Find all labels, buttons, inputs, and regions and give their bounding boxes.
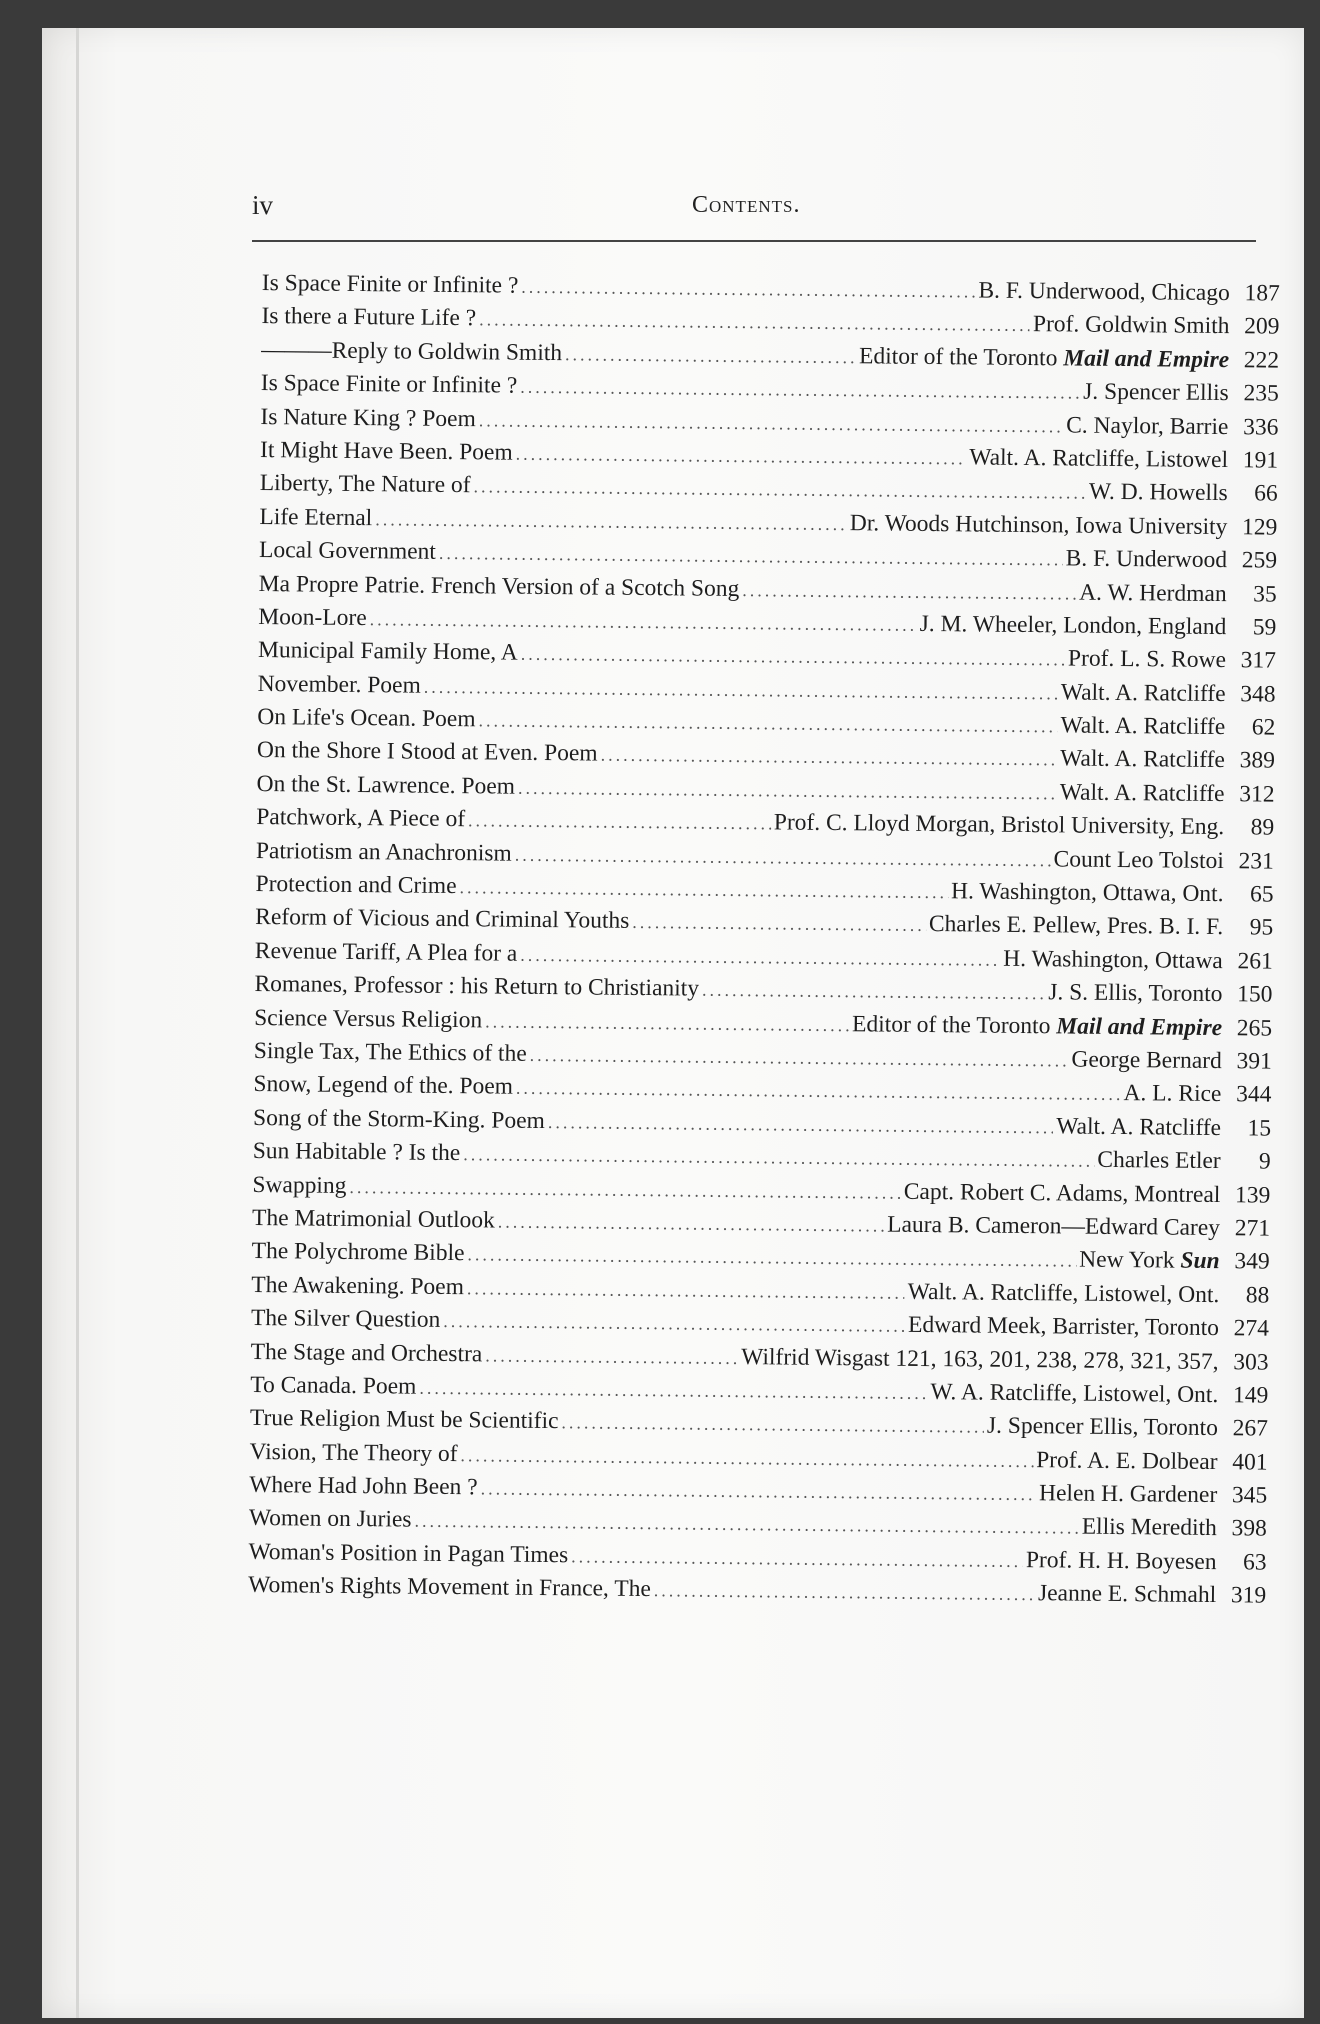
entry-page-number: 139 <box>1234 1181 1271 1209</box>
entry-page-number: 222 <box>1243 347 1280 374</box>
dot-leader <box>632 912 926 936</box>
entry-page-number: 15 <box>1247 1115 1272 1142</box>
dot-leader <box>520 945 1000 971</box>
entry-author-text: J. Spencer Ellis, Toronto <box>986 1412 1219 1442</box>
entry-author-text: Prof. Goldwin Smith <box>1032 311 1230 340</box>
entry-author <box>1097 1147 1221 1175</box>
entry-title: Snow, Legend of the. Poem <box>253 1071 514 1101</box>
entry-author-text: Count Leo Tolstoi <box>1053 845 1225 874</box>
page-number: iv <box>252 190 274 220</box>
dot-leader <box>467 1245 1076 1272</box>
entry-page-number: 336 <box>1243 413 1279 441</box>
header-rule <box>252 240 1256 242</box>
entry-author-text: Editor of the Toronto <box>858 343 1058 372</box>
dot-leader <box>654 1580 1035 1605</box>
dot-leader <box>460 1445 1033 1472</box>
dot-leader <box>515 844 1051 871</box>
entry-page-number: 9 <box>1258 1148 1271 1175</box>
entry-author-text: Ellis Meredith <box>1081 1514 1218 1542</box>
entry-page-number: 312 <box>1239 781 1275 808</box>
entry-page-number: 66 <box>1254 480 1278 507</box>
entry-author-text: Walt. A. Ratcliffe <box>1059 779 1225 807</box>
entry-author-text: Jeanne E. Schmahl <box>1037 1580 1217 1609</box>
dot-leader <box>498 1211 885 1236</box>
entry-title: The Polychrome Bible <box>251 1238 465 1267</box>
entry-page-number: 319 <box>1230 1582 1267 1609</box>
entry-author-text: Walt. A. Ratcliffe, Listowel, Ont. <box>907 1278 1220 1308</box>
entry-author-text: B. F. Underwood, Chicago <box>978 277 1230 307</box>
entry-page-number: 265 <box>1236 1014 1273 1042</box>
entry-title: Women on Juries <box>248 1505 412 1534</box>
entry-title: Municipal Family Home, A <box>257 637 518 666</box>
entry-author <box>1039 1480 1217 1509</box>
entry-page-number: 62 <box>1251 714 1276 741</box>
entry-title: Romanes, Professor : his Return to Christianity <box>254 971 700 1002</box>
entry-page-number: 150 <box>1237 981 1273 1008</box>
dot-leader <box>479 410 1064 437</box>
entry-author <box>850 510 1228 541</box>
entry-title: To Canada. Poem <box>250 1371 417 1400</box>
entry-publication: Mail and Empire <box>1063 345 1230 373</box>
entry-author-text: C. Naylor, Barrie <box>1066 411 1229 440</box>
dot-leader <box>516 1078 1121 1105</box>
entry-page-number: 259 <box>1241 547 1278 574</box>
entry-title: On the Shore I Stood at Even. Poem <box>256 737 598 768</box>
entry-author-text: Charles E. Pellew, Pres. B. I. F. <box>928 911 1224 941</box>
entry-page-number: 65 <box>1249 881 1274 908</box>
entry-page-number: 303 <box>1233 1348 1269 1376</box>
entry-title: Life Eternal <box>259 503 373 531</box>
entry-author-text: Laura B. Cameron—Edward Carey <box>887 1211 1221 1242</box>
dot-leader <box>479 310 1030 337</box>
entry-title: On Life's Ocean. Poem <box>257 704 476 733</box>
entry-author-text: George Bernard <box>1071 1046 1222 1075</box>
entry-page-number: 274 <box>1233 1315 1270 1342</box>
entry-author-text: Prof. C. Lloyd Morgan, Bristol University, Eng. <box>773 809 1225 841</box>
dot-leader <box>478 710 1057 737</box>
entry-author-text: H. Washington, Ottawa, Ont. <box>950 878 1224 908</box>
entry-author-text: Helen H. Gardener <box>1038 1480 1218 1509</box>
entry-title: On the St. Lawrence. Poem <box>256 770 516 800</box>
entry-title: Patchwork, A Piece of <box>256 804 466 833</box>
entry-page-number: 261 <box>1237 948 1273 975</box>
entry-author-text: Dr. Woods Hutchinson, Iowa University <box>849 509 1228 540</box>
entry-title: Song of the Storm-King. Poem <box>252 1104 546 1134</box>
entry-author <box>1038 1580 1216 1609</box>
entry-author-text: J. S. Ellis, Toronto <box>1048 979 1223 1008</box>
entry-author-text: Prof. H. H. Boyesen <box>1025 1546 1217 1575</box>
dot-leader <box>521 277 975 303</box>
dot-leader <box>463 1144 1094 1172</box>
entry-page-number: 89 <box>1250 814 1275 841</box>
entry-author <box>908 1312 1219 1342</box>
dot-leader <box>548 1112 1054 1138</box>
dot-leader <box>419 1378 927 1404</box>
dot-leader <box>468 810 771 834</box>
entry-author <box>930 1379 1218 1409</box>
entry-page-number: 231 <box>1238 847 1274 875</box>
entry-author <box>1048 979 1222 1008</box>
entry-title: Women's Rights Movement in France, The <box>248 1572 651 1603</box>
dot-leader <box>561 1412 984 1437</box>
entry-publication: Mail and Empire <box>1056 1012 1223 1041</box>
entry-author <box>1026 1547 1217 1576</box>
entry-publication: Sun <box>1180 1248 1220 1275</box>
dot-leader <box>521 644 1065 671</box>
entry-title: Woman's Position in Pagan Times <box>248 1538 569 1569</box>
entry-author-text: Wilfrid Wisgast 121, 163, 201, 238, 278, 321, 357, <box>741 1343 1219 1375</box>
dot-leader <box>414 1511 1078 1539</box>
entry-author-text: A. W. Herdman <box>1079 579 1227 607</box>
contents-list <box>248 270 1280 1616</box>
entry-title: November. Poem <box>257 670 421 699</box>
dot-leader <box>565 344 856 368</box>
entry-author <box>1066 546 1228 575</box>
entry-title: Is Nature King ? Poem <box>260 403 476 432</box>
entry-author-text: Walt. A. Ratcliffe <box>1060 712 1226 741</box>
entry-author-text: Charles Etler <box>1097 1146 1221 1175</box>
page-title: Contents. <box>692 192 801 218</box>
entry-author <box>969 444 1228 474</box>
dot-leader <box>742 580 1076 604</box>
entry-title: Ma Propre Patrie. French Version of a Scotch Song <box>258 570 740 602</box>
entry-author <box>1068 646 1226 675</box>
entry-page-number: 389 <box>1239 747 1276 775</box>
entry-author <box>1083 379 1229 408</box>
entry-title: Patriotism an Anachronism <box>255 837 512 867</box>
entry-author-text: W. A. Ratcliffe, Listowel, Ont. <box>930 1378 1219 1408</box>
entry-author <box>887 1212 1220 1242</box>
entry-title: The Awakening. Poem <box>251 1271 465 1300</box>
entry-title: Liberty, The Nature of <box>259 470 471 499</box>
entry-page-number: 191 <box>1242 447 1279 474</box>
entry-page-number: 88 <box>1245 1282 1270 1309</box>
entry-title: Moon-Lore <box>258 603 367 632</box>
entry-title: It Might Have Been. Poem <box>259 436 513 466</box>
dot-leader <box>702 980 1045 1005</box>
entry-title: ———Reply to Goldwin Smith <box>261 336 563 366</box>
entry-author <box>741 1344 1219 1376</box>
entry-page-number: 344 <box>1236 1081 1272 1108</box>
dot-leader <box>571 1546 1023 1572</box>
entry-author-text: A. L. Rice <box>1123 1080 1222 1108</box>
dot-leader <box>349 1177 901 1204</box>
entry-page-number: 63 <box>1242 1549 1267 1576</box>
entry-title: True Religion Must be Scientific <box>249 1405 559 1435</box>
entry-page-number: 235 <box>1243 380 1279 407</box>
entry-author <box>852 1011 1222 1042</box>
entry-author-text: B. F. Underwood <box>1065 545 1228 574</box>
entry-author-text: J. Spencer Ellis <box>1083 378 1229 407</box>
entry-title: The Stage and Orchestra <box>250 1338 483 1367</box>
entry-author <box>1123 1080 1221 1108</box>
entry-page-number: 209 <box>1244 313 1280 341</box>
dot-leader <box>518 778 1057 805</box>
entry-page-number: 149 <box>1232 1382 1269 1409</box>
entry-author-text: Walt. A. Ratcliffe, Listowel <box>969 444 1229 474</box>
entry-title: Local Government <box>258 537 437 565</box>
entry-author <box>929 911 1224 941</box>
entry-author-text: W. D. Howells <box>1088 479 1228 507</box>
entry-title: Sun Habitable ? Is the <box>252 1138 461 1167</box>
entry-page-number: 271 <box>1234 1215 1271 1242</box>
entry-author-text: H. Washington, Ottawa <box>1003 945 1223 974</box>
entry-author-text: Capt. Robert C. Adams, Montreal <box>903 1178 1221 1208</box>
entry-author-text: Prof. L. S. Rowe <box>1067 645 1227 674</box>
entry-title: Reform of Vicious and Criminal Youths <box>255 904 630 935</box>
entry-title: Vision, The Theory of <box>249 1438 458 1467</box>
entry-page-number: 35 <box>1253 580 1277 608</box>
entry-title: Is Space Finite or Infinite ? <box>260 370 518 399</box>
page-fold-shadow <box>76 28 79 2018</box>
entry-page-number: 317 <box>1240 647 1277 674</box>
dot-leader <box>516 444 967 470</box>
entry-author <box>1060 746 1225 775</box>
dot-leader <box>473 477 1086 504</box>
dot-leader <box>530 1045 1069 1072</box>
entry-author <box>774 810 1225 842</box>
entry-author <box>951 878 1224 908</box>
entry-title: Protection and Crime <box>255 870 457 900</box>
entry-page-number: 401 <box>1232 1448 1268 1476</box>
dot-leader <box>467 1278 905 1304</box>
entry-author <box>1071 1047 1222 1076</box>
dot-leader <box>481 1478 1037 1505</box>
dot-leader <box>459 877 948 903</box>
entry-title: Single Tax, The Ethics of the <box>253 1037 527 1067</box>
dot-leader <box>485 1011 849 1036</box>
entry-author-text: Walt. A. Ratcliffe <box>1060 679 1226 707</box>
entry-page-number: 398 <box>1231 1515 1268 1543</box>
entry-page-number: 59 <box>1252 614 1277 641</box>
dot-leader <box>375 509 847 535</box>
page-header <box>252 190 1252 230</box>
entry-title: The Matrimonial Outlook <box>251 1204 495 1234</box>
dot-leader <box>485 1345 738 1369</box>
entry-title: The Silver Question <box>250 1305 441 1334</box>
entry-author <box>1056 1113 1221 1142</box>
entry-page-number: 129 <box>1241 514 1278 541</box>
entry-author <box>987 1413 1218 1442</box>
entry-page-number: 267 <box>1232 1415 1269 1442</box>
dot-leader <box>443 1311 905 1337</box>
entry-author-text: Prof. A. E. Dolbear <box>1036 1446 1218 1475</box>
entry-page-number: 95 <box>1249 914 1274 942</box>
entry-author-text: Walt. A. Ratcliffe <box>1056 1113 1222 1141</box>
entry-author <box>978 278 1230 308</box>
dot-leader <box>370 609 917 636</box>
entry-author <box>1060 779 1225 808</box>
entry-author <box>1082 1514 1217 1542</box>
entry-author-text: Edward Meek, Barrister, Toronto <box>907 1311 1220 1342</box>
entry-author <box>904 1178 1221 1208</box>
dot-leader <box>439 543 1063 571</box>
entry-author <box>1079 1247 1220 1275</box>
entry-author <box>1061 679 1226 708</box>
dot-leader <box>520 377 1080 404</box>
entry-author <box>1033 311 1230 340</box>
dot-leader <box>601 745 1058 771</box>
entry-author <box>1036 1447 1218 1476</box>
entry-author-text: New York <box>1079 1246 1175 1274</box>
entry-author <box>920 611 1227 641</box>
entry-title: Is there a Future Life ? <box>261 303 477 332</box>
entry-author-text: Editor of the Toronto <box>851 1010 1051 1039</box>
entry-author <box>1060 712 1225 741</box>
entry-author <box>908 1279 1220 1309</box>
entry-title: Swapping <box>252 1171 347 1199</box>
entry-title: Revenue Tariff, A Plea for a <box>254 937 518 967</box>
entry-title: Is Space Finite or Infinite ? <box>261 270 519 299</box>
entry-page-number: 187 <box>1244 280 1280 307</box>
entry-title: Science Versus Religion <box>254 1004 483 1033</box>
entry-page-number: 348 <box>1240 680 1276 708</box>
entry-author <box>1053 846 1224 875</box>
entry-author <box>859 343 1229 374</box>
dot-leader <box>424 676 1058 704</box>
entry-page-number: 349 <box>1234 1248 1270 1275</box>
entry-author <box>1003 946 1223 975</box>
entry-title: Where Had John Been ? <box>249 1471 478 1501</box>
entry-page-number: 345 <box>1231 1482 1268 1509</box>
entry-author <box>1079 579 1227 608</box>
entry-author <box>1066 412 1228 441</box>
entry-author-text: J. M. Wheeler, London, England <box>919 610 1227 641</box>
entry-page-number: 391 <box>1236 1048 1272 1075</box>
entry-author <box>1089 479 1228 507</box>
entry-author-text: Walt. A. Ratcliffe <box>1060 745 1226 774</box>
